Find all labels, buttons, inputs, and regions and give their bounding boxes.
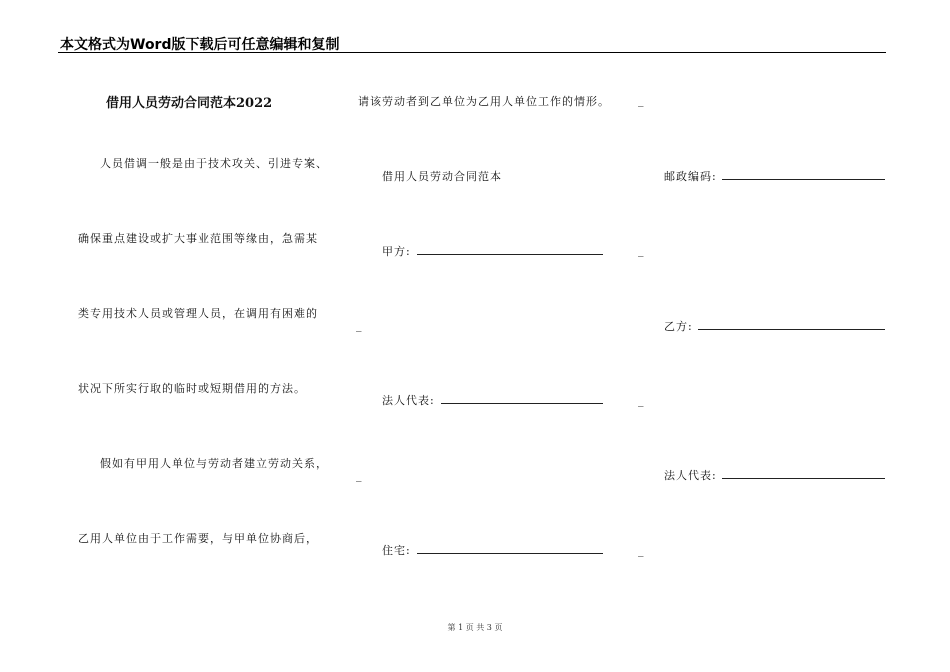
paragraph-line: 乙用人单位由于工作需要，与甲单位协商后， — [78, 532, 318, 545]
paragraph-line: 确保重点建设或扩大事业范围等缘由，急需某 — [78, 232, 318, 245]
residence-label: 住宅: — [382, 544, 411, 557]
dash-mark: _ — [356, 469, 362, 482]
party-b-label: 乙方: — [664, 320, 693, 333]
dash-mark: _ — [638, 244, 644, 257]
dash-mark: _ — [638, 544, 644, 557]
legal-rep-label-b: 法人代表: — [664, 469, 717, 482]
dash-mark: _ — [638, 94, 644, 107]
residence-underline — [417, 553, 603, 554]
postal-code-underline — [722, 179, 885, 180]
paragraph-line: 请该劳动者到乙单位为乙用人单位工作的情形。 — [358, 95, 610, 108]
party-a-label: 甲方: — [382, 245, 411, 258]
document-title: 借用人员劳动合同范本2022 — [106, 96, 273, 111]
paragraph-line: 状况下所实行取的临时或短期借用的方法。 — [78, 382, 306, 395]
contract-subtitle: 借用人员劳动合同范本 — [382, 170, 502, 183]
page-number: 第 1 页 共 3 页 — [447, 623, 503, 632]
legal-rep-label: 法人代表: — [382, 394, 435, 407]
party-b-underline — [698, 329, 885, 330]
header-rule — [58, 52, 886, 53]
header-title: 本文格式为Word版下载后可任意编辑和复制 — [60, 37, 340, 53]
paragraph-line: 类专用技术人员或管理人员，在调用有困难的 — [78, 307, 318, 320]
dash-mark: _ — [356, 319, 362, 332]
paragraph-line: 人员借调一般是由于技术攻关、引进专案、 — [100, 157, 328, 170]
legal-rep-underline — [441, 403, 603, 404]
dash-mark: _ — [638, 394, 644, 407]
postal-code-label: 邮政编码: — [664, 170, 717, 183]
legal-rep-b-underline — [722, 478, 885, 479]
party-a-underline — [417, 254, 603, 255]
paragraph-line: 假如有甲用人单位与劳动者建立劳动关系， — [100, 457, 328, 470]
